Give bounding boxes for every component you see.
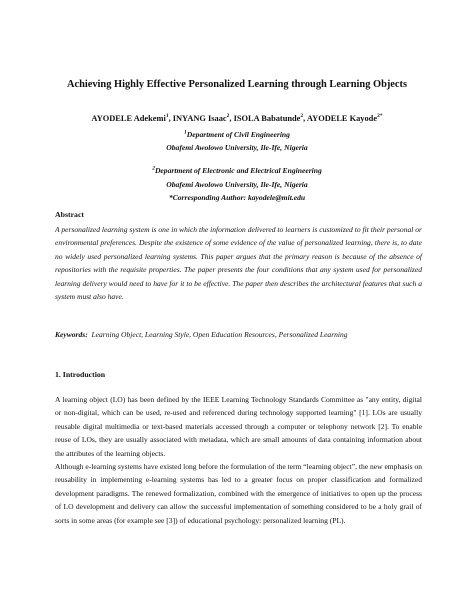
author-name: , AYODELE Kayode	[303, 114, 378, 123]
author-superscript: 1	[165, 113, 169, 120]
abstract-heading: Abstract	[55, 210, 85, 219]
keywords-text: Learning Object, Learning Style, Open Education Resources, Personalized Learning	[91, 330, 348, 339]
paper-title: Achieving Highly Effective Personalized Learning through Learning Objects	[66, 79, 408, 90]
affiliation-2-line-1	[0, 166, 474, 175]
corresponding-author: *Corresponding Author: kayodele@mit.edu	[168, 193, 306, 202]
affiliation-text: Department of Electronic and Electrical Engineering	[154, 166, 322, 175]
intro-paragraph-2: Although e-learning systems have existed long before the formulation of the term “learning object”, the new emphasis on reusability in implementing e-learning systems has led to a greater focus on proper classification and formalized development paradigms. The renewed formalization, combined with the emergence of initiatives to open up the process of LO development and delivery can allow the successful implementation of something considered to be a holy grail of sorts in some areas (for example see [3]) of educational psychology: personalized learning (PL).	[55, 462, 422, 525]
keywords-line	[55, 330, 422, 339]
affiliation-superscript: 1	[184, 129, 187, 136]
author-superscript: 2	[226, 113, 230, 120]
intro-paragraph-1: A learning object (LO) has been defined by the IEEE Learning Technology Standards Committee as "any entity, digital or non-digital, which can be used, re-used and referenced during technology supported learning" [1]. LOs are usually reusable digital multimedia or text-based materials accessed through a computer or telephony network [2]. To enable reuse of LOs, they are usually associated with metadata, which are small amounts of data containing information about the attributes of the learning objects.	[55, 395, 422, 458]
section-heading-introduction: 1. Introduction	[55, 370, 106, 379]
keywords-label: Keywords:	[55, 330, 88, 339]
author-name: AYODELE Adekemi	[91, 114, 166, 123]
author-list	[0, 114, 474, 123]
affiliation-1-line-2: Obafemi Awolowo University, Ile-Ife, Nigeria	[166, 143, 308, 152]
author-name: , ISOLA Babatunde	[229, 114, 301, 123]
author-superscript: 2	[300, 113, 304, 120]
affiliation-1-line-1	[0, 130, 474, 139]
author-name: , INYANG Isaac	[168, 114, 227, 123]
abstract-text: A personalized learning system is one in which the information delivered to learners is customized to fit their personal or environmental preferences. Despite the existence of some evidence of the value of personalized learning, there is, to date no widely used personalized learning systems. This paper argues that the primary reason is because of the absence of repositories with the requisite properties. The paper presents the four conditions that any system used for personalized learning delivery would need to have for it to be effective. The paper then describes the architectural features that such a system must also have.	[55, 225, 422, 302]
affiliation-2-line-2: Obafemi Awolowo University, Ile-Ife, Nigeria	[166, 180, 308, 189]
affiliation-superscript: 2	[152, 165, 155, 172]
affiliation-text: Department of Civil Engineering	[186, 130, 290, 139]
author-superscript: 2*	[377, 113, 383, 120]
